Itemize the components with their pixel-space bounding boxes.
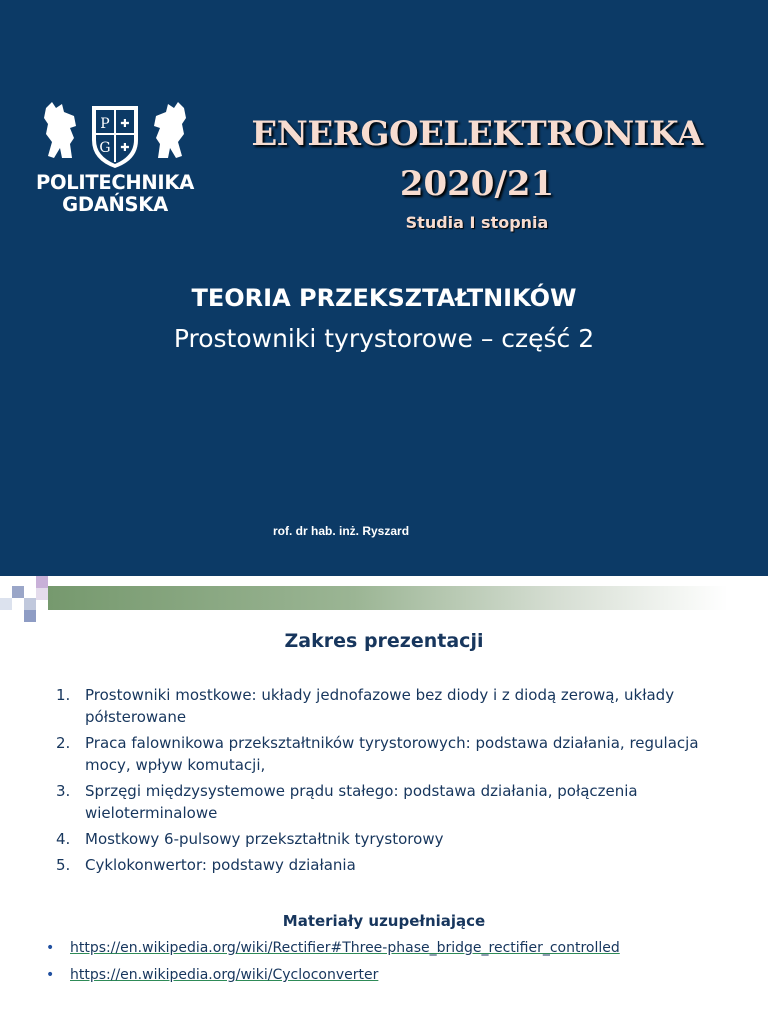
lecture-title: TEORIA PRZEKSZTAŁTNIKÓW [191,284,577,312]
svg-text:✚: ✚ [120,117,130,130]
griffins-crest-icon [40,100,190,170]
agenda-item-number: 4. [56,830,71,848]
university-name-line1: POLITECHNIKA [36,171,194,194]
agenda-item-text: Sprzęgi międzysystemowe prądu stałego: podstawa działania, połączenia wieloterminalowe [85,782,638,822]
agenda-item-number: 5. [56,856,71,874]
agenda-item-number: 1. [56,686,71,704]
agenda-item-text: Prostowniki mostkowe: układy jednofazowe bez diody i z diodą zerową, układy półsterowane [85,686,675,726]
agenda-title: Zakres prezentacji [284,630,484,652]
agenda-item [56,684,736,728]
bullet-icon: • [46,940,55,956]
agenda-item [56,854,736,876]
cycloconverter-wiki-link[interactable]: https://en.wikipedia.org/wiki/Cycloconverter [70,967,379,983]
agenda-item-number: 2. [56,734,71,752]
agenda-item-number: 3. [56,782,71,800]
university-name [30,172,200,216]
course-level: Studia I stopnia [405,213,549,232]
university-logo [30,100,200,225]
course-year: 2020/21 [399,164,555,204]
bullet-icon: • [46,967,55,983]
agenda-item [56,732,736,776]
lecture-subtitle: Prostowniki tyrystorowe – część 2 [173,324,595,353]
svg-text:✚: ✚ [120,141,130,154]
agenda-item [56,780,736,824]
supplementary-materials-title: Materiały uzupełniające [282,912,486,930]
link-item [46,938,746,958]
agenda-item-text: Praca falownikowa przekształtników tyrystorowych: podstawa działania, regulacja mocy, wpływ komutacji, [85,734,699,774]
agenda-item-text: Mostkowy 6-pulsowy przekształtnik tyrystorowy [85,830,444,848]
supplementary-links-list [46,938,746,992]
shield-letter-p: P [100,116,110,132]
agenda-item [56,828,736,850]
gradient-bar [48,586,728,610]
shield-letter-g: G [99,140,111,156]
agenda-slide [0,576,768,1024]
decorative-header-bar [0,576,768,624]
agenda-item-text: Cyklokonwertor: podstawy działania [85,856,356,874]
link-item [46,965,746,985]
university-name-line2: GDAŃSKA [62,193,168,216]
author-name: rof. dr hab. inż. Ryszard [273,524,410,538]
agenda-list [56,684,736,880]
rectifier-wiki-link[interactable]: https://en.wikipedia.org/wiki/Rectifier#Three-phase_bridge_rectifier_controlled [70,940,620,956]
course-title: ENERGOELEKTRONIKA [251,114,703,154]
